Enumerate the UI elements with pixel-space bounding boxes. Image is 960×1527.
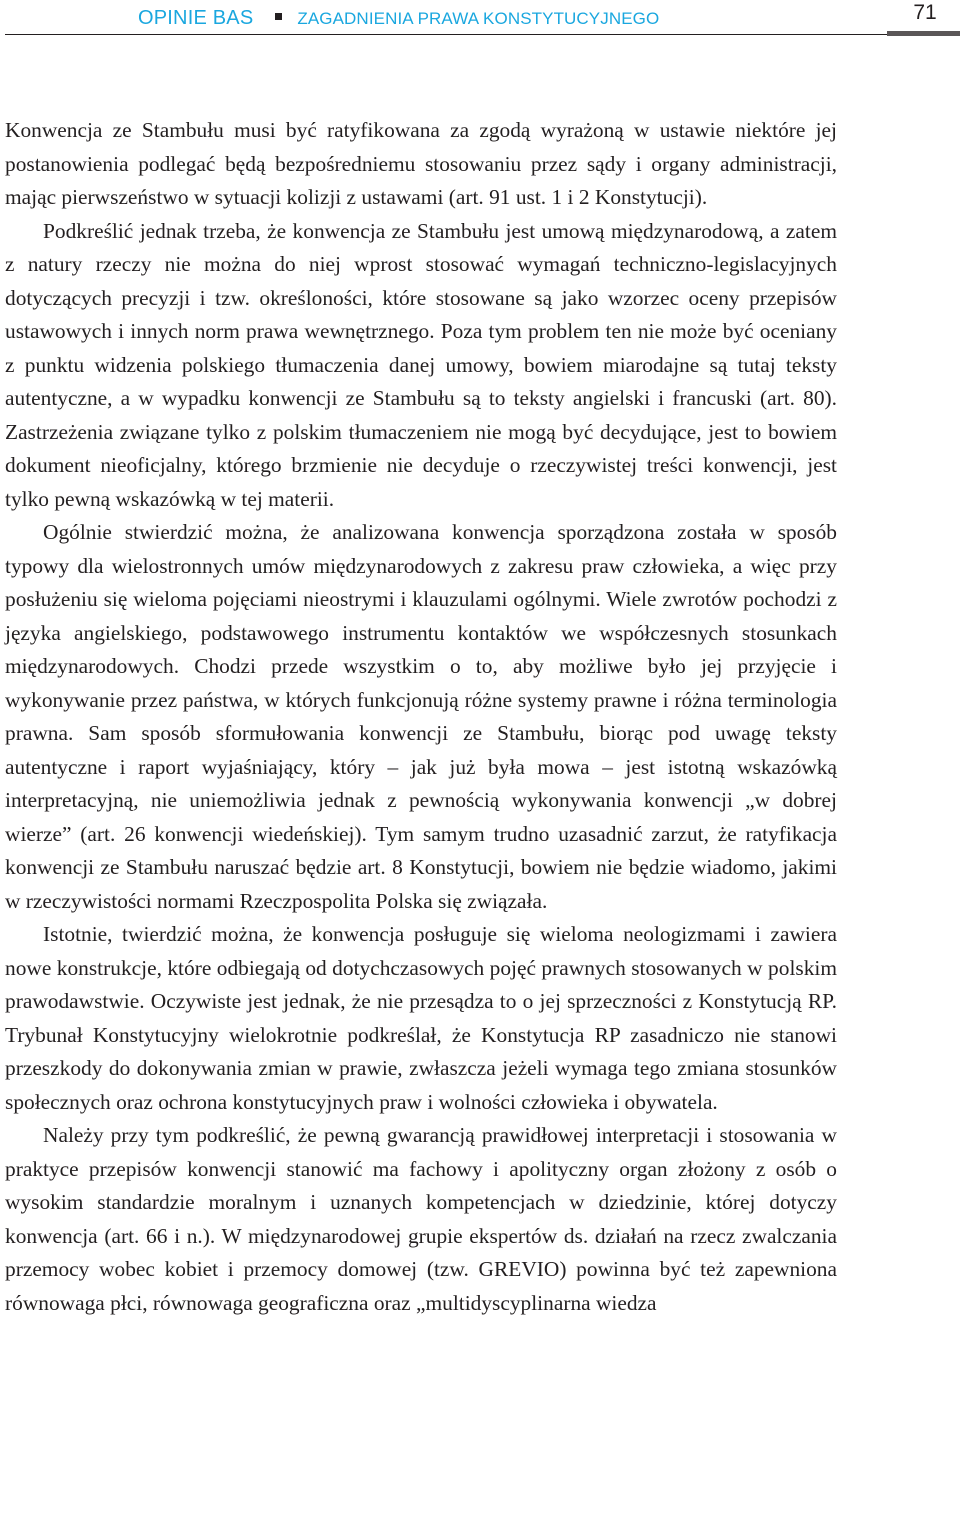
header-rule — [5, 34, 887, 35]
header-title — [138, 6, 659, 31]
page-number: 71 — [913, 1, 937, 24]
header-rule-accent — [887, 31, 960, 36]
publication-name: OPINIE BAS — [138, 7, 254, 29]
running-header — [0, 0, 960, 40]
paragraph-5: Należy przy tym podkreślić, że pewną gwarancją prawidłowej interpretacji i stosowania w praktyce przepisów konwencji stanowić ma fachowy i apolityczny organ złożony z osób o wysokim standardzie moralnym i uznanych kompetencjach w dziedzinie, której dotyczy konwencja (art. 66 i n.). W międzynarodowej grupie ekspertów ds. działań na rzecz zwalczania przemocy wobec kobiet i przemocy domowej (tzw. GREVIO) powinna być też zapewniona równowaga płci, równowaga geograficzna oraz „multidyscyplinarna wiedza — [5, 1123, 837, 1315]
section-name: ZAGADNIENIA PRAWA KONSTYTUCYJNEGO — [297, 9, 660, 28]
paragraph-3: Ogólnie stwierdzić można, że analizowana konwencja sporządzona została w sposób typowy dla wielostronnych umów międzynarodowych z zakresu praw człowieka, a więc przy posłużeniu się wieloma pojęciami nieostrymi i klauzulami ogólnymi. Wiele zwrotów pochodzi z języka angielskiego, podstawowego instrumentu kontaktów we współczesnych stosunkach międzynarodowych. Chodzi przede wszystkim o to, aby możliwe było jej przyjęcie i wykonywanie przez państwa, w których funkcjonują różne systemy prawne i różna terminologia prawna. Sam sposób sformułowania konwencji ze Stambułu, biorąc pod uwagę teksty autentyczne i raport wyjaśniający, który – jak już była mowa – jest istotną wskazówką interpretacyjną, nie uniemożliwia jednak z pewnością wykonywania konwencji „w dobrej wierze” (art. 26 konwencji wiedeńskiej). Tym samym trudno uzasadnić zarzut, że ratyfikacja konwencji ze Stambułu naruszać będzie art. 8 Konstytucji, bowiem nie będzie wiadomo, jakimi w rzeczywistości normami Rzeczpospolita Polska się związała. — [5, 520, 837, 913]
paragraph-4: Istotnie, twierdzić można, że konwencja posługuje się wieloma neologizmami i zawiera nowe konstrukcje, które odbiegają od dotychczasowych pojęć prawnych stosowanych w polskim prawodawstwie. Oczywiste jest jednak, że nie przesądza to o jej sprzeczności z Konstytucją RP. Trybunał Konstytucyjny wielokrotnie podkreślał, że Konstytucja RP zasadniczo nie stanowi przeszkody do dokonywania zmian w prawie, zwłaszcza jeżeli wymaga tego zmiana stosunków społecznych oraz ochrona konstytucyjnych praw i wolności człowieka i obywatela. — [5, 922, 837, 1114]
body-text — [5, 114, 837, 1320]
square-bullet-icon — [275, 13, 282, 20]
paragraph-2: Podkreślić jednak trzeba, że konwencja ze Stambułu jest umową międzynarodową, a zatem z natury rzeczy nie można do niej wprost stosować wymagań techniczno-legislacyjnych dotyczących precyzji i tzw. określoności, które stosowane są jako wzorzec oceny przepisów ustawowych i innych norm prawa wewnętrznego. Poza tym problem ten nie może być oceniany z punktu widzenia polskiego tłumaczenia danej umowy, bowiem miarodajne są tutaj teksty autentyczne, a w wypadku konwencji ze Stambułu są to teksty angielski i francuski (art. 80). Zastrzeżenia związane tylko z polskim tłumaczeniem nie mogą być decydujące, jest to bowiem dokument nieoficjalny, którego brzmienie nie decyduje o rzeczywistej treści konwencji, jest tylko pewną wskazówką w tej materii. — [5, 218, 837, 511]
paragraph-1: Konwencja ze Stambułu musi być ratyfikowana za zgodą wyrażoną w ustawie niektóre jej postanowienia podlegać będą bezpośredniemu stosowaniu przez sądy i organy administracji, mając pierwszeństwo w sytuacji kolizji z ustawami (art. 91 ust. 1 i 2 Konstytucji). — [5, 118, 837, 209]
